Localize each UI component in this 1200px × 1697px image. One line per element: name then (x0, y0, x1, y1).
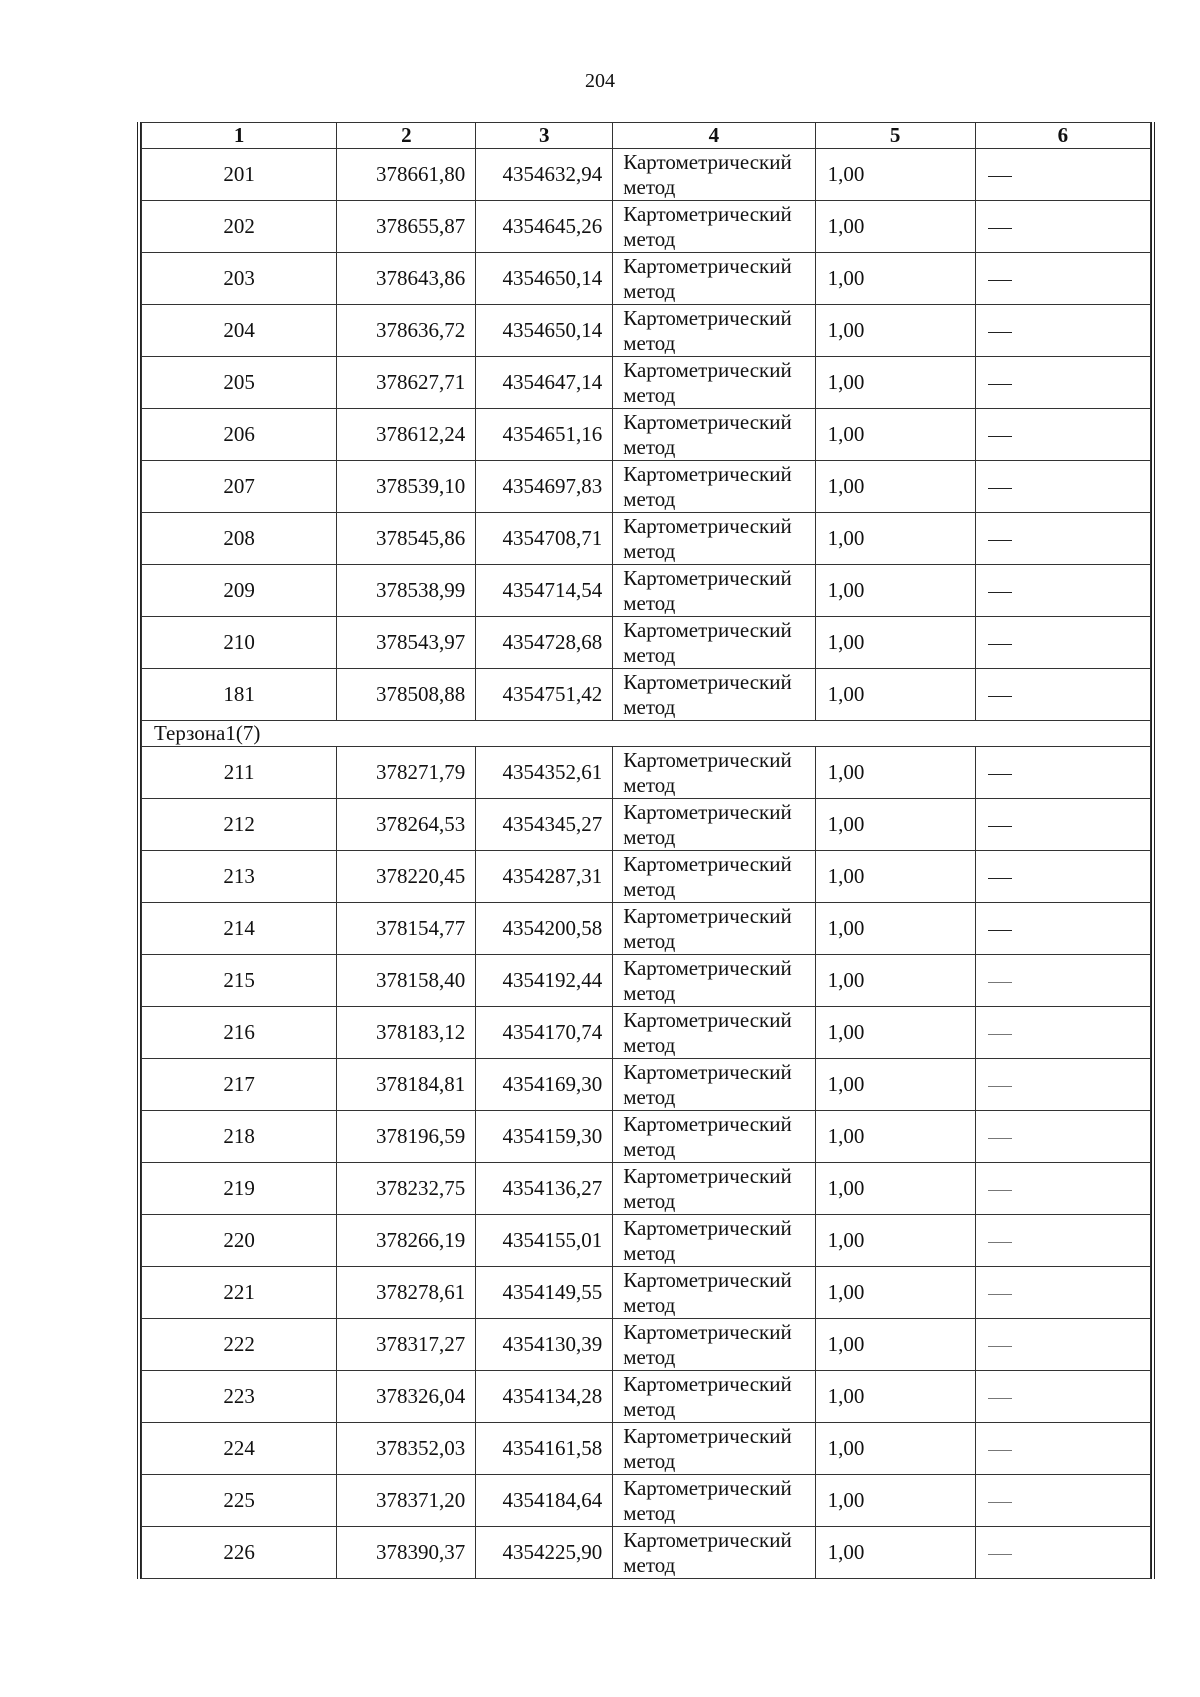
y-coordinate-cell: 4354751,42 (476, 669, 613, 721)
accuracy-cell: 1,00 (815, 747, 975, 799)
section-label: Терзона1(7) (142, 721, 1151, 747)
table-section-row-group (142, 721, 1151, 747)
point-number-cell: 206 (142, 409, 337, 461)
table-row (142, 357, 1151, 409)
x-coordinate-cell: 378390,37 (337, 1527, 476, 1579)
note-dash (988, 176, 1012, 177)
method-line-2: метод (623, 434, 676, 459)
note-cell (975, 1371, 1150, 1423)
method-line-2: метод (623, 174, 676, 199)
method-cell (613, 409, 815, 461)
note-dash (988, 696, 1012, 697)
note-dash (988, 540, 1012, 541)
note-dash (988, 1554, 1012, 1555)
note-cell (975, 1007, 1150, 1059)
x-coordinate-cell: 378184,81 (337, 1059, 476, 1111)
point-number-cell: 216 (142, 1007, 337, 1059)
table-row (142, 851, 1151, 903)
x-coordinate-cell: 378655,87 (337, 201, 476, 253)
x-coordinate-cell: 378538,99 (337, 565, 476, 617)
header-row (142, 123, 1151, 149)
point-number-cell: 218 (142, 1111, 337, 1163)
note-dash (988, 644, 1012, 645)
point-number-cell: 220 (142, 1215, 337, 1267)
method-line-2: метод (623, 278, 676, 303)
table-row (142, 669, 1151, 721)
y-coordinate-cell: 4354352,61 (476, 747, 613, 799)
x-coordinate-cell: 378264,53 (337, 799, 476, 851)
accuracy-cell: 1,00 (815, 1319, 975, 1371)
accuracy-cell: 1,00 (815, 1423, 975, 1475)
x-coordinate-cell: 378508,88 (337, 669, 476, 721)
x-coordinate-cell: 378636,72 (337, 305, 476, 357)
table-row (142, 1475, 1151, 1527)
accuracy-cell: 1,00 (815, 149, 975, 201)
x-coordinate-cell: 378543,97 (337, 617, 476, 669)
method-line-1: Картометрический (623, 253, 792, 278)
y-coordinate-cell: 4354651,16 (476, 409, 613, 461)
note-cell (975, 357, 1150, 409)
accuracy-cell: 1,00 (815, 461, 975, 513)
note-dash (988, 1502, 1012, 1503)
note-dash (988, 1294, 1012, 1295)
method-line-2: метод (623, 876, 676, 901)
section-row (142, 721, 1151, 747)
point-number-cell: 219 (142, 1163, 337, 1215)
accuracy-cell: 1,00 (815, 851, 975, 903)
x-coordinate-cell: 378643,86 (337, 253, 476, 305)
note-cell (975, 1059, 1150, 1111)
table-row (142, 799, 1151, 851)
method-line-1: Картометрический (623, 1267, 792, 1292)
point-number-cell: 210 (142, 617, 337, 669)
point-number-cell: 201 (142, 149, 337, 201)
method-line-1: Картометрический (623, 513, 792, 538)
y-coordinate-cell: 4354155,01 (476, 1215, 613, 1267)
note-cell (975, 747, 1150, 799)
note-dash (988, 1450, 1012, 1451)
y-coordinate-cell: 4354161,58 (476, 1423, 613, 1475)
point-number-cell: 203 (142, 253, 337, 305)
method-cell (613, 1267, 815, 1319)
accuracy-cell: 1,00 (815, 409, 975, 461)
accuracy-cell: 1,00 (815, 799, 975, 851)
method-line-1: Картометрический (623, 1163, 792, 1188)
note-cell (975, 565, 1150, 617)
accuracy-cell: 1,00 (815, 253, 975, 305)
method-cell (613, 851, 815, 903)
note-cell (975, 1267, 1150, 1319)
y-coordinate-cell: 4354345,27 (476, 799, 613, 851)
method-line-2: метод (623, 590, 676, 615)
method-cell (613, 1163, 815, 1215)
x-coordinate-cell: 378154,77 (337, 903, 476, 955)
method-line-1: Картометрический (623, 617, 792, 642)
accuracy-cell: 1,00 (815, 305, 975, 357)
note-dash (988, 436, 1012, 437)
method-line-2: метод (623, 824, 676, 849)
accuracy-cell: 1,00 (815, 1267, 975, 1319)
method-line-1: Картометрический (623, 799, 792, 824)
point-number-cell: 205 (142, 357, 337, 409)
accuracy-cell: 1,00 (815, 903, 975, 955)
table-row (142, 617, 1151, 669)
method-line-1: Картометрический (623, 305, 792, 330)
y-coordinate-cell: 4354645,26 (476, 201, 613, 253)
x-coordinate-cell: 378612,24 (337, 409, 476, 461)
accuracy-cell: 1,00 (815, 565, 975, 617)
note-dash (988, 384, 1012, 385)
note-cell (975, 409, 1150, 461)
point-number-cell: 213 (142, 851, 337, 903)
accuracy-cell: 1,00 (815, 357, 975, 409)
table-row (142, 1059, 1151, 1111)
method-cell (613, 1215, 815, 1267)
method-cell (613, 253, 815, 305)
method-line-1: Картометрический (623, 1215, 792, 1240)
table-body-part-1 (142, 149, 1151, 721)
note-cell (975, 669, 1150, 721)
y-coordinate-cell: 4354136,27 (476, 1163, 613, 1215)
note-dash (988, 982, 1012, 983)
accuracy-cell: 1,00 (815, 1371, 975, 1423)
table-row (142, 1163, 1151, 1215)
note-cell (975, 903, 1150, 955)
method-cell (613, 565, 815, 617)
method-cell (613, 669, 815, 721)
x-coordinate-cell: 378271,79 (337, 747, 476, 799)
y-coordinate-cell: 4354728,68 (476, 617, 613, 669)
y-coordinate-cell: 4354714,54 (476, 565, 613, 617)
method-cell (613, 1423, 815, 1475)
method-line-2: метод (623, 1448, 676, 1473)
note-cell (975, 617, 1150, 669)
method-line-2: метод (623, 1500, 676, 1525)
note-cell (975, 513, 1150, 565)
note-dash (988, 332, 1012, 333)
table-row (142, 461, 1151, 513)
point-number-cell: 211 (142, 747, 337, 799)
table-row (142, 201, 1151, 253)
y-coordinate-cell: 4354184,64 (476, 1475, 613, 1527)
method-line-2: метод (623, 1292, 676, 1317)
point-number-cell: 212 (142, 799, 337, 851)
method-line-2: метод (623, 486, 676, 511)
method-line-2: метод (623, 694, 676, 719)
y-coordinate-cell: 4354650,14 (476, 253, 613, 305)
accuracy-cell: 1,00 (815, 617, 975, 669)
point-number-cell: 226 (142, 1527, 337, 1579)
y-coordinate-cell: 4354697,83 (476, 461, 613, 513)
method-line-2: метод (623, 382, 676, 407)
method-cell (613, 357, 815, 409)
col-header-5: 5 (815, 123, 975, 149)
x-coordinate-cell: 378371,20 (337, 1475, 476, 1527)
x-coordinate-cell: 378326,04 (337, 1371, 476, 1423)
table-row (142, 1319, 1151, 1371)
note-dash (988, 774, 1012, 775)
method-line-1: Картометрический (623, 201, 792, 226)
col-header-1: 1 (142, 123, 337, 149)
method-line-2: метод (623, 1240, 676, 1265)
y-coordinate-cell: 4354169,30 (476, 1059, 613, 1111)
accuracy-cell: 1,00 (815, 1215, 975, 1267)
x-coordinate-cell: 378183,12 (337, 1007, 476, 1059)
method-line-1: Картометрический (623, 1527, 792, 1552)
method-line-1: Картометрический (623, 1423, 792, 1448)
note-dash (988, 1190, 1012, 1191)
note-cell (975, 851, 1150, 903)
table-row (142, 305, 1151, 357)
method-line-2: метод (623, 1084, 676, 1109)
table-row (142, 1527, 1151, 1579)
note-cell (975, 1111, 1150, 1163)
col-header-2: 2 (337, 123, 476, 149)
method-line-2: метод (623, 226, 676, 251)
x-coordinate-cell: 378278,61 (337, 1267, 476, 1319)
col-header-3: 3 (476, 123, 613, 149)
accuracy-cell: 1,00 (815, 1007, 975, 1059)
note-dash (988, 826, 1012, 827)
y-coordinate-cell: 4354708,71 (476, 513, 613, 565)
method-line-1: Картометрический (623, 1059, 792, 1084)
method-cell (613, 305, 815, 357)
x-coordinate-cell: 378220,45 (337, 851, 476, 903)
note-dash (988, 228, 1012, 229)
accuracy-cell: 1,00 (815, 1475, 975, 1527)
method-line-1: Картометрический (623, 1111, 792, 1136)
table-row (142, 1007, 1151, 1059)
note-dash (988, 280, 1012, 281)
y-coordinate-cell: 4354225,90 (476, 1527, 613, 1579)
method-line-2: метод (623, 772, 676, 797)
point-number-cell: 209 (142, 565, 337, 617)
table-row (142, 747, 1151, 799)
point-number-cell: 215 (142, 955, 337, 1007)
y-coordinate-cell: 4354149,55 (476, 1267, 613, 1319)
note-cell (975, 1215, 1150, 1267)
y-coordinate-cell: 4354632,94 (476, 149, 613, 201)
note-cell (975, 149, 1150, 201)
point-number-cell: 204 (142, 305, 337, 357)
method-line-1: Картометрический (623, 747, 792, 772)
table-body-part-2 (142, 747, 1151, 1579)
method-cell (613, 1527, 815, 1579)
method-cell (613, 799, 815, 851)
y-coordinate-cell: 4354134,28 (476, 1371, 613, 1423)
note-cell (975, 799, 1150, 851)
table-row (142, 903, 1151, 955)
y-coordinate-cell: 4354130,39 (476, 1319, 613, 1371)
method-line-1: Картометрический (623, 903, 792, 928)
point-number-cell: 181 (142, 669, 337, 721)
accuracy-cell: 1,00 (815, 955, 975, 1007)
table-row (142, 149, 1151, 201)
method-cell (613, 1475, 815, 1527)
method-line-2: метод (623, 1032, 676, 1057)
method-cell (613, 1111, 815, 1163)
y-coordinate-cell: 4354170,74 (476, 1007, 613, 1059)
point-number-cell: 214 (142, 903, 337, 955)
table-row (142, 409, 1151, 461)
method-line-2: метод (623, 928, 676, 953)
y-coordinate-cell: 4354159,30 (476, 1111, 613, 1163)
method-line-2: метод (623, 1344, 676, 1369)
point-number-cell: 223 (142, 1371, 337, 1423)
y-coordinate-cell: 4354192,44 (476, 955, 613, 1007)
method-line-1: Картометрический (623, 357, 792, 382)
table-row (142, 1423, 1151, 1475)
method-line-1: Картометрический (623, 1319, 792, 1344)
note-dash (988, 1034, 1012, 1035)
note-dash (988, 1138, 1012, 1139)
note-cell (975, 1423, 1150, 1475)
method-cell (613, 1371, 815, 1423)
note-dash (988, 1242, 1012, 1243)
point-number-cell: 208 (142, 513, 337, 565)
accuracy-cell: 1,00 (815, 1059, 975, 1111)
method-cell (613, 955, 815, 1007)
method-cell (613, 1319, 815, 1371)
x-coordinate-cell: 378266,19 (337, 1215, 476, 1267)
coordinates-table (141, 122, 1151, 1579)
accuracy-cell: 1,00 (815, 201, 975, 253)
table-row (142, 955, 1151, 1007)
method-line-1: Картометрический (623, 409, 792, 434)
point-number-cell: 217 (142, 1059, 337, 1111)
table-row (142, 253, 1151, 305)
note-cell (975, 955, 1150, 1007)
method-cell (613, 461, 815, 513)
accuracy-cell: 1,00 (815, 513, 975, 565)
note-dash (988, 930, 1012, 931)
x-coordinate-cell: 378661,80 (337, 149, 476, 201)
col-header-6: 6 (975, 123, 1150, 149)
page-number: 204 (585, 70, 615, 92)
method-line-1: Картометрический (623, 1371, 792, 1396)
x-coordinate-cell: 378232,75 (337, 1163, 476, 1215)
method-line-2: метод (623, 1136, 676, 1161)
table-row (142, 565, 1151, 617)
note-cell (975, 461, 1150, 513)
y-coordinate-cell: 4354647,14 (476, 357, 613, 409)
accuracy-cell: 1,00 (815, 669, 975, 721)
table-row (142, 1371, 1151, 1423)
point-number-cell: 207 (142, 461, 337, 513)
table-row (142, 1111, 1151, 1163)
method-cell (613, 201, 815, 253)
note-dash (988, 1086, 1012, 1087)
point-number-cell: 222 (142, 1319, 337, 1371)
method-cell (613, 149, 815, 201)
note-cell (975, 1527, 1150, 1579)
method-line-1: Картометрический (623, 149, 792, 174)
coordinates-table-frame (137, 122, 1155, 1579)
note-cell (975, 305, 1150, 357)
method-line-2: метод (623, 1188, 676, 1213)
y-coordinate-cell: 4354287,31 (476, 851, 613, 903)
point-number-cell: 224 (142, 1423, 337, 1475)
method-line-1: Картометрический (623, 565, 792, 590)
method-line-1: Картометрический (623, 461, 792, 486)
x-coordinate-cell: 378352,03 (337, 1423, 476, 1475)
method-cell (613, 617, 815, 669)
accuracy-cell: 1,00 (815, 1163, 975, 1215)
table-row (142, 1215, 1151, 1267)
note-cell (975, 1475, 1150, 1527)
point-number-cell: 221 (142, 1267, 337, 1319)
method-line-2: метод (623, 642, 676, 667)
method-line-1: Картометрический (623, 1475, 792, 1500)
method-line-2: метод (623, 538, 676, 563)
note-cell (975, 253, 1150, 305)
table-row (142, 1267, 1151, 1319)
x-coordinate-cell: 378158,40 (337, 955, 476, 1007)
table-row (142, 513, 1151, 565)
note-dash (988, 488, 1012, 489)
x-coordinate-cell: 378196,59 (337, 1111, 476, 1163)
method-cell (613, 903, 815, 955)
method-line-2: метод (623, 1552, 676, 1577)
method-line-2: метод (623, 980, 676, 1005)
x-coordinate-cell: 378539,10 (337, 461, 476, 513)
method-cell (613, 513, 815, 565)
y-coordinate-cell: 4354650,14 (476, 305, 613, 357)
note-cell (975, 201, 1150, 253)
accuracy-cell: 1,00 (815, 1527, 975, 1579)
col-header-4: 4 (613, 123, 815, 149)
x-coordinate-cell: 378627,71 (337, 357, 476, 409)
method-cell (613, 747, 815, 799)
x-coordinate-cell: 378545,86 (337, 513, 476, 565)
note-dash (988, 878, 1012, 879)
method-line-2: метод (623, 1396, 676, 1421)
x-coordinate-cell: 378317,27 (337, 1319, 476, 1371)
note-cell (975, 1319, 1150, 1371)
note-cell (975, 1163, 1150, 1215)
method-line-1: Картометрический (623, 851, 792, 876)
point-number-cell: 202 (142, 201, 337, 253)
method-cell (613, 1059, 815, 1111)
note-dash (988, 1398, 1012, 1399)
method-line-1: Картометрический (623, 669, 792, 694)
point-number-cell: 225 (142, 1475, 337, 1527)
method-line-1: Картометрический (623, 1007, 792, 1032)
method-line-2: метод (623, 330, 676, 355)
method-line-1: Картометрический (623, 955, 792, 980)
note-dash (988, 1346, 1012, 1347)
y-coordinate-cell: 4354200,58 (476, 903, 613, 955)
method-cell (613, 1007, 815, 1059)
note-dash (988, 592, 1012, 593)
accuracy-cell: 1,00 (815, 1111, 975, 1163)
